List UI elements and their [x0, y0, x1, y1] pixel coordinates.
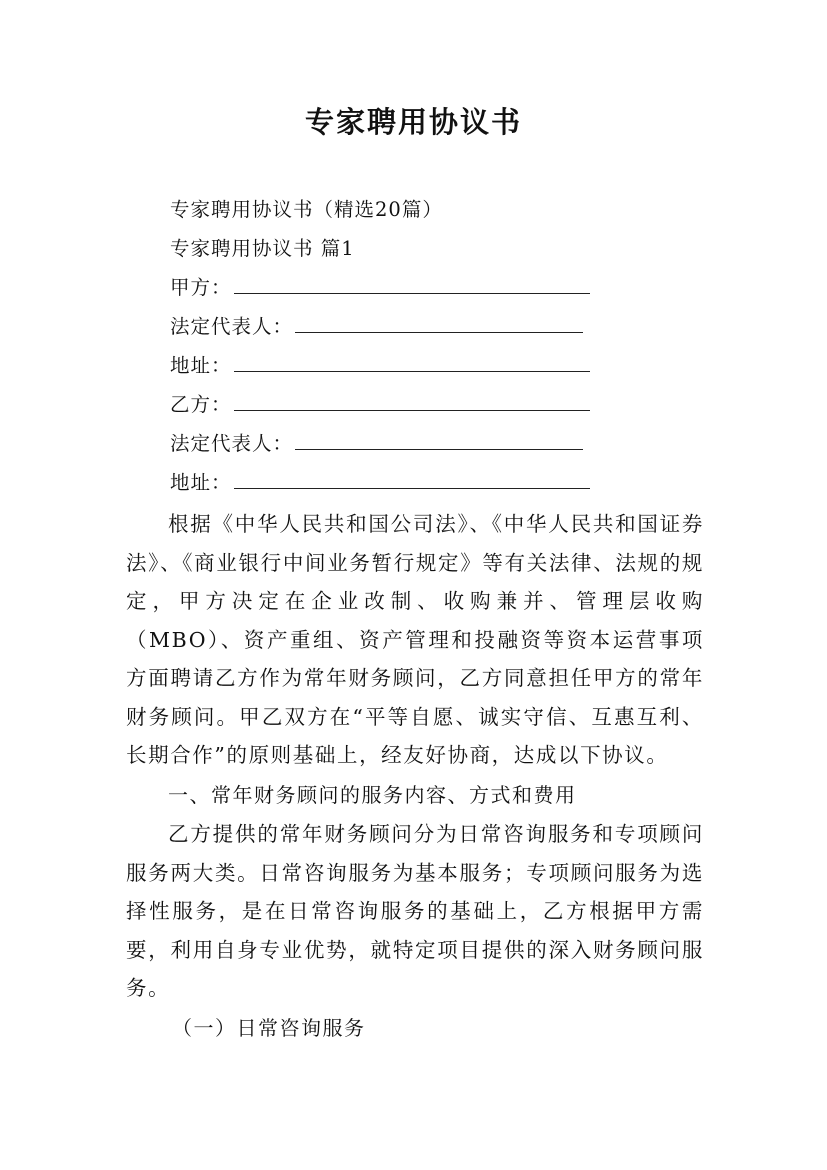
party-a-addr-blank	[234, 351, 590, 372]
party-a-addr-label: 地址：	[170, 354, 232, 377]
party-a-rep-label: 法定代表人：	[170, 315, 294, 338]
party-a-blank	[234, 273, 590, 294]
party-b-blank	[234, 390, 590, 411]
party-a-addr-field	[170, 351, 590, 381]
section-heading-1: 一、常年财务顾问的服务内容、方式和费用	[168, 783, 577, 807]
article-heading: 专家聘用协议书 篇1	[170, 237, 355, 260]
party-a-label: 甲方：	[170, 276, 232, 299]
party-b-rep-blank	[295, 429, 583, 450]
party-b-field	[170, 390, 590, 420]
paragraph-legal-basis: 根据《中华人民共和国公司法》、《中华人民共和国证券法》、《商业银行中间业务暂行规定》等有关法律、法规的规定，甲方决定在企业改制、收购兼并、管理层收购（MBO）、资产重组、资产管理和投融资等资本运营事项方面聘请乙方作为常年财务顾问，乙方同意担任甲方的常年财务顾问。甲乙双方在“平等自愿、诚实守信、互惠互利、长期合作”的原则基础上，经友好协商，达成以下协议。	[126, 512, 704, 767]
party-b-addr-label: 地址：	[170, 471, 232, 494]
subsection-heading-1: （一）日常咨询服务	[172, 1016, 366, 1040]
party-a-rep-field	[170, 312, 583, 342]
party-b-addr-field	[170, 468, 590, 498]
party-b-rep-field	[170, 429, 583, 459]
party-b-addr-blank	[234, 468, 590, 489]
party-a-rep-blank	[295, 312, 583, 333]
party-b-label: 乙方：	[170, 393, 232, 416]
paragraph-services: 乙方提供的常年财务顾问分为日常咨询服务和专项顾问服务两大类。日常咨询服务为基本服务；专项顾问服务为选择性服务，是在日常咨询服务的基础上，乙方根据甲方需要，利用自身专业优势，就特定项目提供的深入财务顾问服务。	[126, 822, 704, 1000]
party-b-rep-label: 法定代表人：	[170, 432, 294, 455]
party-a-field	[170, 273, 590, 303]
document-title: 专家聘用协议书	[304, 105, 522, 139]
document-subtitle: 专家聘用协议书（精选20篇）	[170, 198, 443, 221]
